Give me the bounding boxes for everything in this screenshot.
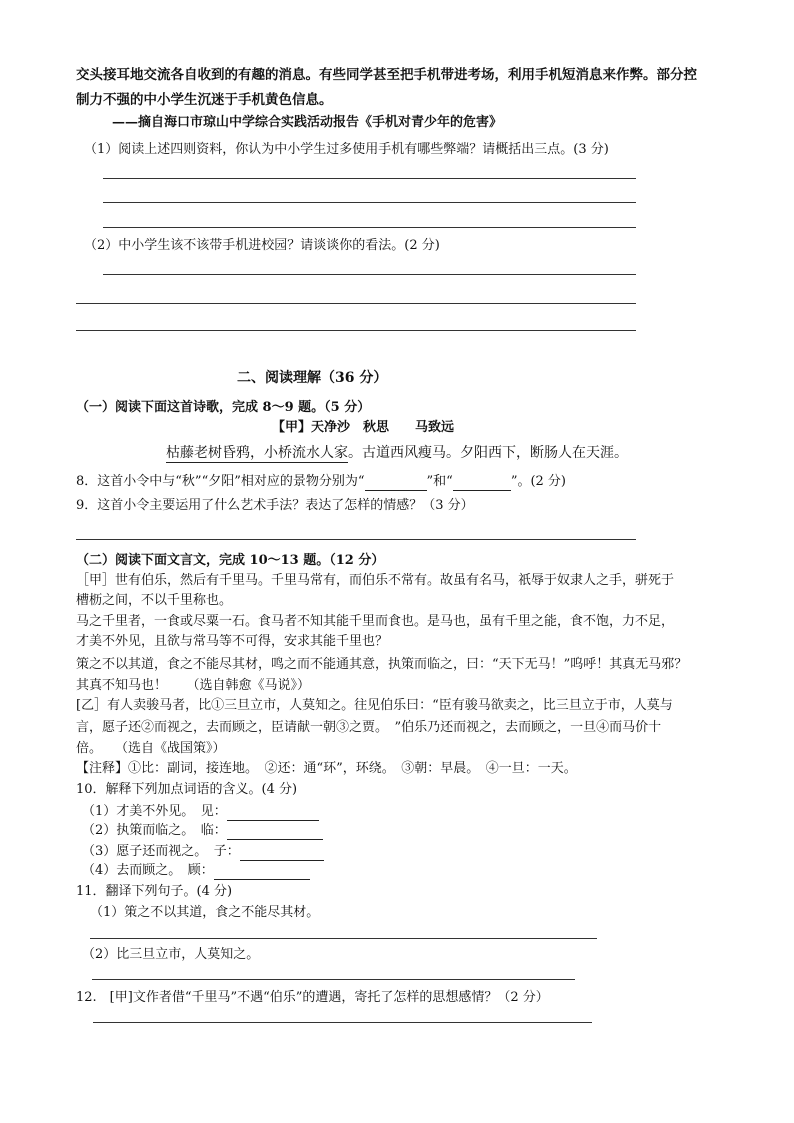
question-1: （1）阅读上述四则资料，你认为中小学生过多使用手机有哪些弊端？请概括出三点。(3 分) — [84, 142, 609, 157]
q10-blank-4[interactable] — [214, 865, 310, 880]
q10-item-3-text: （3）愿子还而视之。 子： — [82, 844, 240, 859]
intro-line-2: 制力不强的中小学生沉迷于手机黄色信息。 — [76, 92, 333, 108]
q11-sentence-1: （1）策之不以其道，食之不能尽其材。 — [90, 905, 320, 920]
q10-item-1-text: （1）才美不外见。 见： — [82, 804, 227, 819]
q10-item-2 — [82, 822, 323, 840]
q10-item-4 — [82, 862, 310, 880]
subsection-2-heading: （二）阅读下面文言文，完成 10～13 题。（12 分） — [76, 553, 385, 568]
question-8 — [76, 473, 566, 491]
q11-sentence-2: （2）比三旦立市，人莫知之。 — [82, 947, 260, 962]
answer-line[interactable] — [103, 274, 636, 275]
q10-blank-3[interactable] — [240, 846, 324, 861]
passage-jia-4: 才美不外见，且欲与常马等不可得，安求其能千里也？ — [76, 634, 389, 649]
passage-yi-3: 倍。 （选自《战国策》） — [76, 741, 226, 756]
poem-text — [166, 444, 628, 462]
answer-line[interactable] — [103, 202, 636, 203]
answer-line[interactable] — [76, 330, 636, 331]
answer-line[interactable] — [76, 539, 636, 540]
question-11: 11．翻译下列句子。(4 分) — [76, 884, 233, 899]
question-12: 12. [甲]文作者借“千里马”不遇“伯乐”的遭遇，寄托了怎样的思想感情？（2 分） — [76, 990, 549, 1005]
answer-line[interactable] — [93, 1022, 592, 1023]
passage-jia-1: ［甲］世有伯乐，然后有千里马。千里马常有，而伯乐不常有。故虽有名马，祇辱于奴隶人之手，骈死于 — [76, 573, 675, 588]
poem-rest: 。古道西风瘦马。夕阳西下，断肠人在天涯。 — [348, 445, 628, 461]
passage-note: 【注释】①比：副词，接连地。 ②还：通“环”，环绕。 ③朝：早晨。 ④一旦：一天。 — [76, 761, 577, 776]
q8-text-c: ”。(2 分) — [510, 474, 567, 489]
question-9: 9．这首小令主要运用了什么艺术手法？表达了怎样的情感？（3 分） — [76, 498, 474, 513]
intro-line-1: 交头接耳地交流各自收到的有趣的消息。有些同学甚至把手机带进考场，利用手机短消息来作弊。部分控 — [76, 67, 697, 83]
passage-yi-2: 言，愿子还②而视之，去而顾之，臣请献一朝③之贾。 ”伯乐乃还而视之，去而顾之，一旦④而马价十 — [76, 720, 662, 735]
poem-underlined: 枯藤老树昏鸦，小桥流水人家 — [166, 445, 348, 461]
q10-blank-1[interactable] — [227, 806, 319, 821]
question-2: （2）中小学生该不该带手机进校园？请谈谈你的看法。(2 分) — [84, 238, 440, 253]
q8-text-a: 8．这首小令中与“秋”“夕阳”相对应的景物分别为“ — [76, 474, 365, 489]
intro-source: ——摘自海口市琼山中学综合实践活动报告《手机对青少年的危害》 — [112, 115, 503, 130]
answer-line[interactable] — [103, 227, 636, 228]
poem-title: 【甲】天净沙 秋思 马致远 — [272, 420, 455, 435]
passage-jia-5: 策之不以其道，食之不能尽其材，鸣之而不能通其意，执策而临之，曰：“天下无马！”呜呼！其真无马邪？ — [76, 657, 688, 672]
passage-jia-6: 其真不知马也！ （选自韩愈《马说》） — [76, 678, 311, 693]
q8-blank-2[interactable] — [453, 476, 511, 491]
q10-item-2-text: （2）执策而临之。 临： — [82, 823, 227, 838]
passage-jia-2: 槽枥之间，不以千里称也。 — [76, 593, 233, 608]
q10-blank-2[interactable] — [227, 825, 323, 840]
passage-yi-1: [乙］有人卖骏马者，比①三旦立市，人莫知之。往见伯乐曰：“臣有骏马欲卖之，比三旦立于市，人莫与 — [76, 698, 673, 713]
answer-line[interactable] — [76, 303, 636, 304]
answer-line[interactable] — [90, 938, 597, 939]
q10-item-3 — [82, 843, 324, 861]
passage-jia-3: 马之千里者，一食或尽粟一石。食马者不知其能千里而食也。是马也，虽有千里之能，食不饱，力不足， — [76, 614, 675, 629]
answer-line[interactable] — [103, 178, 636, 179]
q10-item-4-text: （4）去而顾之。 顾： — [82, 863, 214, 878]
question-10: 10．解释下列加点词语的含义。(4 分) — [76, 782, 298, 797]
answer-line[interactable] — [92, 979, 575, 980]
q8-blank-1[interactable] — [365, 476, 427, 491]
section-title: 二、阅读理解（36 分） — [237, 370, 388, 386]
subsection-1-heading: （一）阅读下面这首诗歌，完成 8～9 题。（5 分） — [76, 400, 371, 415]
q8-text-b: ”和“ — [426, 474, 453, 489]
q10-item-1 — [82, 803, 319, 821]
